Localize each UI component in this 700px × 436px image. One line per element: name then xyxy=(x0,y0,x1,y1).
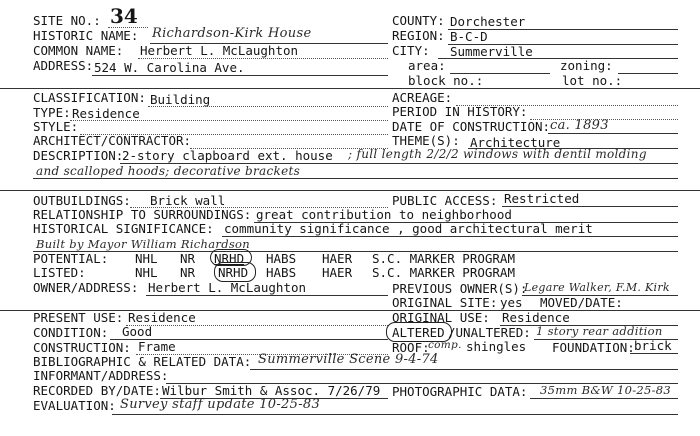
roof-value-2: shingles xyxy=(466,339,527,354)
historic-name-label: HISTORIC NAME: xyxy=(33,28,139,43)
significance-line-2 xyxy=(33,251,678,252)
city-label: CITY: xyxy=(392,43,430,58)
unaltered-label: /UNALTERED: xyxy=(448,325,531,340)
informant-label: INFORMANT/ADDRESS: xyxy=(33,368,169,383)
common-name-line xyxy=(138,58,388,59)
biblio-value: Summerville Scene 9-4-74 xyxy=(258,352,439,367)
classification-line xyxy=(148,106,388,107)
foundation-label: FOUNDATION: xyxy=(552,340,635,355)
significance-line xyxy=(222,236,678,237)
listed-habs: HABS xyxy=(266,265,297,280)
present-use-line xyxy=(126,325,388,326)
date-construction-label: DATE OF CONSTRUCTION: xyxy=(392,119,551,134)
original-site-label: ORIGINAL SITE: xyxy=(392,295,498,310)
foundation-value: brick xyxy=(634,338,672,353)
description-value: 2-story clapboard ext. house xyxy=(122,148,333,163)
description-handwritten-1: ; full length 2/2/2 windows with dentil molding xyxy=(348,147,647,161)
address-line xyxy=(92,75,388,76)
type-value: Residence xyxy=(72,106,140,121)
biblio-label: BIBLIOGRAPHIC & RELATED DATA: xyxy=(33,354,252,369)
section-rule-2 xyxy=(0,190,700,191)
style-label: STYLE: xyxy=(33,119,79,134)
potential-haer: HAER xyxy=(322,251,353,266)
themes-label: THEME(S): xyxy=(392,133,460,148)
description-label: DESCRIPTION: xyxy=(33,148,124,163)
biblio-line xyxy=(250,369,678,370)
public-access-line xyxy=(502,206,678,207)
county-value: Dorchester xyxy=(450,14,526,29)
relationship-value: great contribution to neighborhood xyxy=(256,207,512,222)
outbuildings-value: Brick wall xyxy=(150,193,226,208)
present-use-value: Residence xyxy=(128,310,196,325)
previous-owner-value: Legare Walker, F.M. Kirk xyxy=(524,281,670,294)
outbuildings-label: OUTBUILDINGS: xyxy=(33,193,131,208)
significance-label: HISTORICAL SIGNIFICANCE: xyxy=(33,221,214,236)
listed-nrhd: NRHD xyxy=(218,265,249,280)
common-name-value: Herbert L. McLaughton xyxy=(140,43,299,58)
original-use-label: ORIGINAL USE: xyxy=(392,310,490,325)
present-use-label: PRESENT USE: xyxy=(33,310,124,325)
recorded-value: Wilbur Smith & Assoc. 7/26/79 xyxy=(162,383,381,398)
county-label: COUNTY: xyxy=(392,13,445,28)
listed-nhl: NHL xyxy=(135,265,158,280)
site-no-value: 34 xyxy=(110,4,138,28)
architect-label: ARCHITECT/CONTRACTOR: xyxy=(33,133,192,148)
condition-label: CONDITION: xyxy=(33,325,109,340)
lot-label: lot no.: xyxy=(562,73,623,88)
recorded-label: RECORDED BY/DATE: xyxy=(33,383,161,398)
themes-value: Architecture xyxy=(470,135,561,150)
photo-value: 35mm B&W 10-25-83 xyxy=(540,383,672,397)
classification-label: CLASSIFICATION: xyxy=(33,90,146,105)
evaluation-line xyxy=(112,414,678,415)
significance-handwritten: Built by Mayor William Richardson xyxy=(36,237,250,251)
city-value: Summerville xyxy=(450,44,533,59)
significance-value: community significance , good architectural merit xyxy=(224,221,593,236)
photo-line xyxy=(530,398,678,399)
listed-haer: HAER xyxy=(322,265,353,280)
description-line-2 xyxy=(33,178,678,179)
address-value: 524 W. Carolina Ave. xyxy=(94,60,245,75)
potential-nhl: NHL xyxy=(135,251,158,266)
zoning-label: zoning: xyxy=(560,58,613,73)
site-no-label: SITE NO.: xyxy=(33,13,101,28)
owner-line xyxy=(146,295,388,296)
city-line xyxy=(438,58,678,59)
date-construction-value: ca. 1893 xyxy=(550,118,609,133)
moved-label: MOVED/DATE: xyxy=(540,295,623,310)
altered-value: 1 story rear addition xyxy=(536,324,663,338)
listed-nrhd-circle xyxy=(214,262,256,282)
historic-name-value: Richardson-Kirk House xyxy=(152,26,312,41)
zoning-line xyxy=(618,73,678,74)
description-handwritten-2: and scalloped hoods; decorative brackets xyxy=(36,164,301,178)
foundation-line xyxy=(630,353,678,354)
potential-sc-marker: S.C. MARKER PROGRAM xyxy=(372,251,515,266)
listed-nr: NR xyxy=(180,265,196,280)
potential-nrhd: NRHD xyxy=(214,251,245,266)
public-access-value: Restricted xyxy=(504,191,580,206)
original-use-value: Residence xyxy=(502,310,570,325)
altered-label: ALTERED xyxy=(392,325,445,340)
evaluation-label: EVALUATION: xyxy=(33,398,116,413)
potential-habs: HABS xyxy=(266,251,297,266)
public-access-label: PUBLIC ACCESS: xyxy=(392,193,498,208)
address-label: ADDRESS: xyxy=(33,58,94,73)
roof-value: comp. xyxy=(428,339,462,351)
period-label: PERIOD IN HISTORY: xyxy=(392,104,528,119)
region-label: REGION: xyxy=(392,28,445,43)
acreage-label: ACREAGE: xyxy=(392,90,453,105)
block-label: block no.: xyxy=(408,73,484,88)
evaluation-value: Survey staff update 10-25-83 xyxy=(120,397,321,412)
type-label: TYPE: xyxy=(33,105,71,120)
previous-owner-label: PREVIOUS OWNER(S): xyxy=(392,281,528,296)
condition-value: Good xyxy=(122,324,153,339)
common-name-label: COMMON NAME: xyxy=(33,43,124,58)
type-line xyxy=(70,120,388,121)
potential-label: POTENTIAL: xyxy=(33,251,109,266)
owner-label: OWNER/ADDRESS: xyxy=(33,280,139,295)
area-label: area: xyxy=(408,58,446,73)
relationship-label: RELATIONSHIP TO SURROUNDINGS: xyxy=(33,207,252,222)
classification-value: Building xyxy=(150,92,211,107)
photo-label: PHOTOGRAPHIC DATA: xyxy=(392,384,528,399)
owner-value: Herbert L. McLaughton xyxy=(148,280,307,295)
construction-label: CONSTRUCTION: xyxy=(33,340,131,355)
original-site-value: yes xyxy=(500,295,523,310)
construction-value: Frame xyxy=(138,339,176,354)
listed-sc-marker: S.C. MARKER PROGRAM xyxy=(372,265,515,280)
potential-nr: NR xyxy=(180,251,196,266)
listed-label: LISTED: xyxy=(33,265,86,280)
region-value: B-C-D xyxy=(450,29,488,44)
date-construction-line xyxy=(548,133,678,134)
section-rule-1 xyxy=(0,88,700,89)
roof-label: ROOF: xyxy=(392,340,430,355)
